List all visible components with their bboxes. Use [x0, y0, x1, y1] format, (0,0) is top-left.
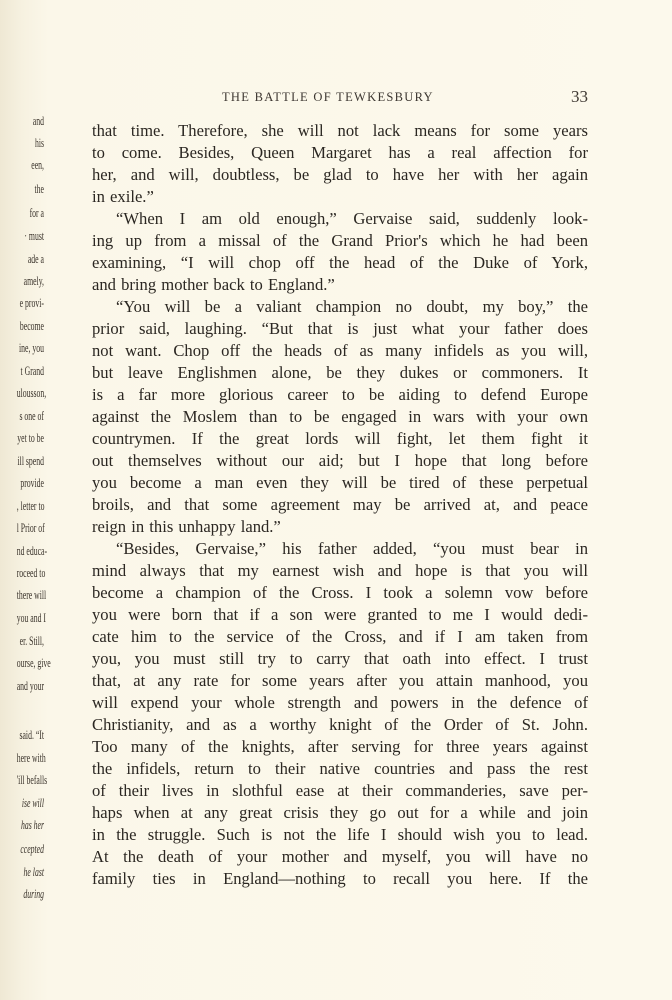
facing-page-text-fragment: his: [34, 136, 44, 150]
facing-page-text-fragment: ade a: [27, 252, 44, 266]
facing-page-text-fragment: · must: [24, 229, 44, 243]
text-line: family ties in England—nothing to recall you here. If the: [92, 869, 588, 888]
text-line: in the struggle. Such is not the life I should wish you to lead.: [92, 825, 588, 844]
text-line: broils, and that some agreement may be arrived at, and peace: [92, 495, 588, 514]
text-line: mind always that my earnest wish and hope is that you will: [92, 561, 588, 580]
facing-page-text-fragment: nd educa-: [16, 544, 48, 558]
text-line: ing up from a missal of the Grand Prior's which he had been: [92, 231, 588, 250]
text-line: At the death of your mother and myself, you will have no: [92, 847, 588, 866]
running-head: [92, 88, 590, 108]
facing-page-text-fragment: ise will: [21, 796, 44, 810]
facing-page-text-fragment: e provi-: [19, 296, 44, 310]
text-line: but leave Englishmen alone, be they dukes or commoners. It: [92, 363, 588, 382]
text-line: out themselves without our aid; but I hope that long before: [92, 451, 588, 470]
facing-page-text-fragment: s one of: [19, 409, 44, 423]
text-line: against the Moslem than to be engaged in wars with your own: [92, 407, 588, 426]
text-line: will expend your whole strength and powers in the defence of: [92, 693, 588, 712]
text-line: you were born that if a son were granted to me I would dedi-: [92, 605, 588, 624]
text-line: is a far more glorious career to be aiding to defend Europe: [92, 385, 588, 404]
facing-page-text-fragment: , letter to: [16, 499, 45, 513]
facing-page-text-fragment: ine, you: [19, 341, 44, 355]
page-number: 33: [571, 87, 588, 106]
text-line: become a champion of the Cross. I took a solemn vow before: [92, 583, 588, 602]
text-line: to come. Besides, Queen Margaret has a real affection for: [92, 143, 588, 162]
text-line: you become a man even they will be tired of these perpetual: [92, 473, 588, 492]
text-line: countrymen. If the great lords will fight, let them fight it: [92, 429, 588, 448]
facing-page-text-fragment: and your: [16, 679, 45, 693]
text-line: not want. Chop off the heads of as many infidels as you will,: [92, 341, 588, 360]
text-line: the infidels, return to their native countries and pass the rest: [92, 759, 588, 778]
facing-page-text-fragment: said. “It: [19, 728, 44, 742]
facing-page-text-fragment: t Grand: [20, 364, 44, 378]
facing-page-fragment: [0, 0, 51, 1000]
text-line: “You will be a valiant champion no doubt, my boy,” the: [116, 297, 588, 316]
body-text: [92, 120, 588, 890]
text-line: prior said, laughing. “But that is just what your father does: [92, 319, 588, 338]
facing-page-text-fragment: provide: [20, 476, 44, 490]
facing-page-text-fragment: roceed to: [16, 566, 46, 580]
text-line: that, at any rate for some years after you attain manhood, you: [92, 671, 588, 690]
text-line: Too many of the knights, after serving for three years against: [92, 737, 588, 756]
facing-page-text-fragment: l Prior of: [16, 521, 45, 535]
text-line: Christianity, and as a worthy knight of the Order of St. John.: [92, 715, 588, 734]
facing-page-text-fragment: there will: [16, 588, 47, 602]
facing-page-text-fragment: here with: [16, 751, 46, 765]
text-line: of their lives in slothful ease at their commanderies, save per-: [92, 781, 588, 800]
facing-page-text-fragment: during: [23, 887, 44, 901]
facing-page-text-fragment: 'ill befalls: [16, 773, 48, 787]
text-line: “When I am old enough,” Gervaise said, suddenly look-: [116, 209, 588, 228]
text-line: haps when at any great crisis they go out for a while and join: [92, 803, 588, 822]
text-line: cate him to the service of the Cross, and if I am taken from: [92, 627, 588, 646]
facing-page-text-fragment: een,: [31, 158, 44, 172]
text-line: reign in this unhappy land.”: [92, 517, 281, 536]
facing-page-text-fragment: has her: [20, 818, 44, 832]
text-line: and bring mother back to England.”: [92, 275, 335, 294]
facing-page-text-fragment: he last: [23, 865, 44, 879]
facing-page-text-fragment: become: [19, 319, 44, 333]
facing-page-text-fragment: ill spend: [17, 454, 44, 468]
text-line: examining, “I will chop off the head of the Duke of York,: [92, 253, 588, 272]
facing-page-text-fragment: and: [32, 114, 44, 128]
text-line: you, you must still try to carry that oath into effect. I trust: [92, 649, 588, 668]
text-line: “Besides, Gervaise,” his father added, “you must bear in: [116, 539, 588, 558]
facing-page-text-fragment: ulousson,: [16, 386, 47, 400]
facing-page-text-fragment: the: [34, 182, 44, 196]
facing-page-text-fragment: ourse, give: [16, 656, 51, 670]
text-line: that time. Therefore, she will not lack means for some years: [92, 121, 588, 140]
facing-page-text-fragment: you and I: [16, 611, 46, 625]
running-title: THE BATTLE OF TEWKESBURY: [222, 90, 434, 104]
facing-page-text-fragment: ccepted: [20, 842, 44, 856]
facing-page-text-fragment: for a: [29, 206, 44, 220]
text-line: in exile.”: [92, 187, 154, 206]
facing-page-text-fragment: yet to be: [17, 431, 44, 445]
facing-page-text-fragment: amely,: [23, 274, 44, 288]
facing-page-text-fragment: er. Still,: [19, 634, 44, 648]
text-line: her, and will, doubtless, be glad to have her with her again: [92, 165, 588, 184]
